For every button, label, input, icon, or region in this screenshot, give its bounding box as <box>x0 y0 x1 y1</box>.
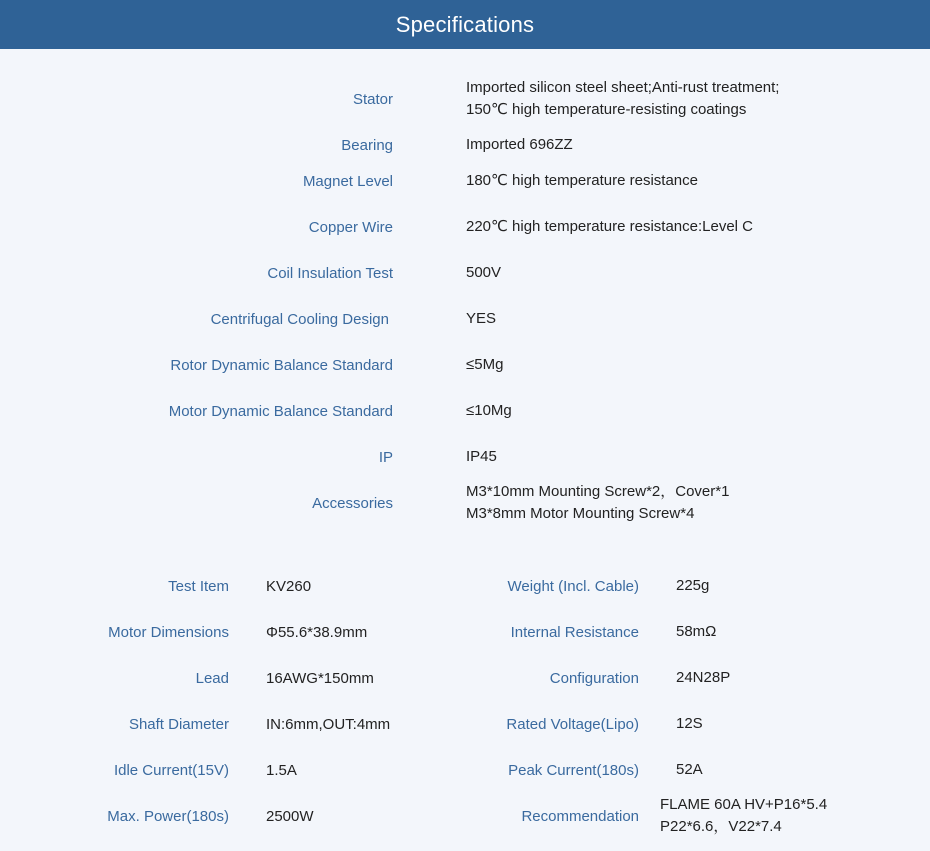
spec-label: Motor Dynamic Balance Standard <box>168 402 393 420</box>
spec-row-ip <box>0 434 930 480</box>
spec-value-line: YES <box>466 310 497 327</box>
spec-value <box>466 66 779 132</box>
spec-label: Coil Insulation Test <box>267 264 393 282</box>
param-value: 1.5A <box>266 761 297 779</box>
param-value-line: 24N28P <box>676 669 731 686</box>
spec-value <box>466 204 753 250</box>
spec-value <box>466 342 503 388</box>
param-row <box>0 701 930 747</box>
param-label: Idle Current(15V) <box>113 761 229 779</box>
param-value: Φ55.6*38.9mm <box>266 623 368 641</box>
param-value: 16AWG*150mm <box>266 669 374 687</box>
param-value <box>676 563 709 609</box>
spec-value-line: Imported 696ZZ <box>466 136 573 153</box>
spec-value <box>466 434 497 480</box>
spec-label: Rotor Dynamic Balance Standard <box>170 356 393 374</box>
spec-value-line: ≤10Mg <box>466 402 512 419</box>
param-label: Peak Current(180s) <box>508 761 639 779</box>
spec-label: Copper Wire <box>308 218 393 236</box>
spec-label: Accessories <box>312 494 393 512</box>
spec-value <box>466 250 501 296</box>
header-bar <box>0 0 930 49</box>
param-value-line: P22*6.6，V22*7.4 <box>660 818 782 835</box>
param-value: IN:6mm,OUT:4mm <box>266 715 391 733</box>
spec-row-coil-insulation <box>0 250 930 296</box>
spec-value-line: ≤5Mg <box>466 356 504 373</box>
spec-value <box>466 158 698 204</box>
spec-table <box>0 66 930 526</box>
spec-row-motor-balance <box>0 388 930 434</box>
param-row <box>0 609 930 655</box>
spec-label: Centrifugal Cooling Design <box>210 310 389 328</box>
spec-row-copper-wire <box>0 204 930 250</box>
spec-label: IP <box>378 448 393 466</box>
spec-row-cooling-design <box>0 296 930 342</box>
param-value <box>676 701 703 747</box>
param-value <box>676 609 716 655</box>
spec-row-stator <box>0 66 930 132</box>
page-title: Specifications <box>395 11 535 37</box>
spec-value-line: M3*8mm Motor Mounting Screw*4 <box>466 505 695 522</box>
param-value-line: 58mΩ <box>676 623 717 640</box>
param-value-line: FLAME 60A HV+P16*5.4 <box>660 796 828 813</box>
spec-value-line: 220℃ high temperature resistance:Level C <box>466 218 753 235</box>
spec-value <box>466 480 729 526</box>
param-label: Shaft Diameter <box>128 715 229 733</box>
spec-value <box>466 388 512 434</box>
spec-row-magnet-level <box>0 158 930 204</box>
param-label: Test Item <box>168 577 229 595</box>
spec-row-accessories <box>0 480 930 526</box>
spec-value <box>466 296 496 342</box>
spec-value-line: IP45 <box>466 448 497 465</box>
params-table <box>0 563 930 839</box>
spec-label: Stator <box>352 90 393 108</box>
param-label: Max. Power(180s) <box>107 807 229 825</box>
param-label: Weight (Incl. Cable) <box>507 577 639 595</box>
param-label: Recommendation <box>521 807 639 825</box>
spec-row-rotor-balance <box>0 342 930 388</box>
param-row <box>0 655 930 701</box>
param-value <box>660 793 827 839</box>
param-row <box>0 563 930 609</box>
spec-row-bearing <box>0 132 930 158</box>
spec-value-line: 150℃ high temperature-resisting coatings <box>466 101 747 118</box>
param-label: Lead <box>195 669 229 687</box>
param-value <box>676 655 730 701</box>
param-value-line: 52A <box>676 761 703 778</box>
param-value: 2500W <box>266 807 314 825</box>
spec-value-line: Imported silicon steel sheet;Anti-rust treatment; <box>466 79 780 96</box>
param-label: Motor Dimensions <box>108 623 229 641</box>
param-label: Rated Voltage(Lipo) <box>506 715 639 733</box>
param-value-line: 12S <box>676 715 703 732</box>
spec-label: Magnet Level <box>302 172 393 190</box>
spec-value-line: 500V <box>466 264 502 281</box>
param-value <box>676 747 703 793</box>
param-label: Internal Resistance <box>510 623 639 641</box>
spec-value <box>466 132 573 158</box>
param-row <box>0 747 930 793</box>
spec-value-line: M3*10mm Mounting Screw*2，Cover*1 <box>466 483 730 500</box>
spec-label: Bearing <box>341 136 393 154</box>
param-label: Configuration <box>549 669 639 687</box>
param-value: KV260 <box>266 577 312 595</box>
param-value-line: 225g <box>676 577 710 594</box>
spec-value-line: 180℃ high temperature resistance <box>466 172 698 189</box>
param-row <box>0 793 930 839</box>
